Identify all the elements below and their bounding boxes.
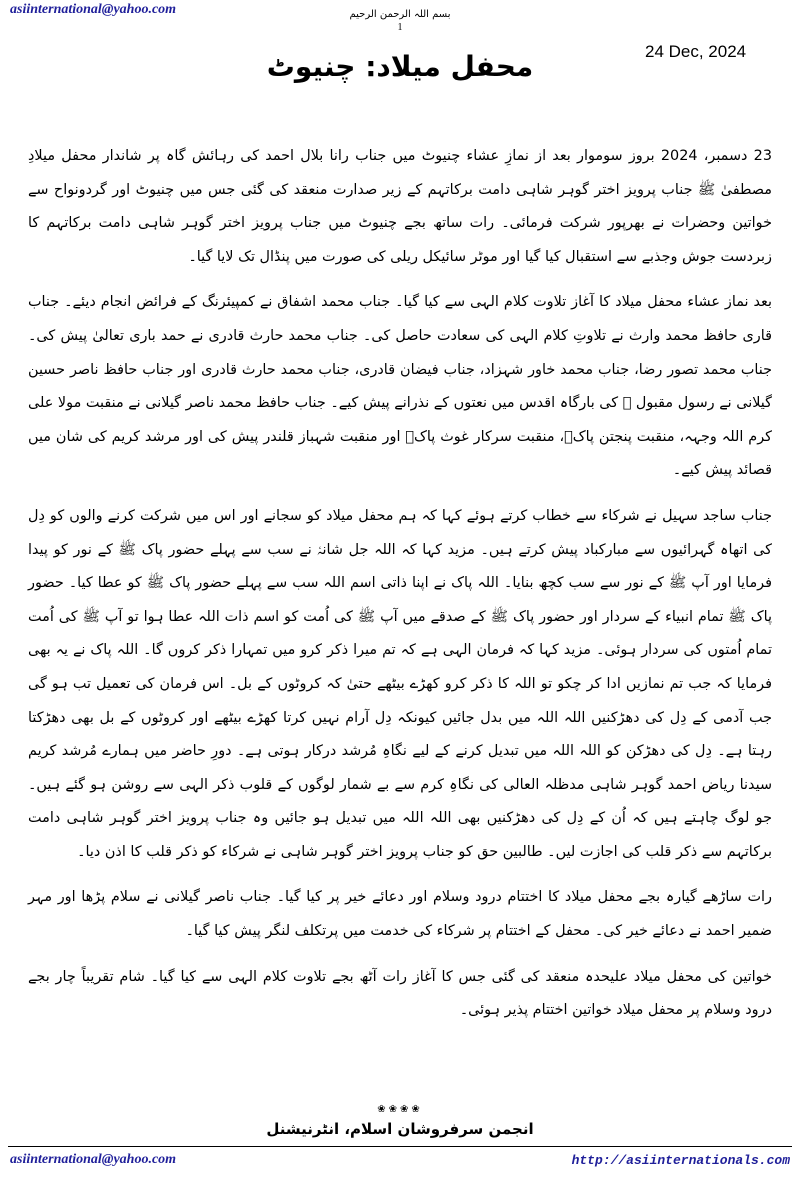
paragraph: خواتین کی محفل میلاد علیحدہ منعقد کی گئی جس کا آغاز رات آٹھ بجے تلاوت کلام الہی سے کیا گیا۔ شام تقریباً چار بجے درود وسلام پر محفل میلاد خواتین اختتام پذیر ہوئی۔ <box>28 968 772 1019</box>
organization-name: انجمن سرفروشان اسلام، انٹرنیشنل <box>266 1120 534 1138</box>
paragraph: بعد نماز عشاء محفل میلاد کا آغاز تلاوت کلام الہی سے کیا گیا۔ جناب محمد اشفاق نے کمپیئرنگ کے فرائض انجام دیئے۔ جناب قاری حافظ محمد وارث نے تلاوتِ کلام الہی کی سعادت حاصل کی۔ جناب محمد حارث قادری نے حمد باری تعالیٰ پیش کی۔ جناب محمد تصور رضا، جناب محمد خاور شہزاد، جناب فیضان قادری، جناب محمد حارث قادری اور جناب حافظ ناصر حسین گیلانی نے رسول مقبول ﷺ کی بارگاہ اقدس میں نعتوں کے نذرانے پیش کیے۔ جناب حافظ محمد ناصر گیلانی نے منقبت مولا علی کرم اللہ وجہہ، منقبت پنجتن پاکؑ، منقبت سرکار غوث پاکؒ اور منقبت شہباز قلندر پیش کی اور مرشد کریم کی شان میں قصائد پیش کیے۔ <box>28 294 772 479</box>
page-number: 1 <box>397 22 403 33</box>
paragraph: 23 دسمبر، 2024 بروز سوموار بعد از نمازِ عشاء چنیوٹ میں جناب رانا بلال احمد کی رہائش گاہ پر شاندار محفل میلادِ مصطفیٰ ﷺ جناب پرویز اختر گوہر شاہی دامت برکاتہم کے زیر صدارت منعقد کی گئی جس میں چنیوٹ اور گردونواح سے خواتین وحضرات نے بھرپور شرکت فرمائی۔ رات ساتھ بجے چنیوٹ میں جناب پرویز اختر گوہر شاہی دامت برکاتہم کا زبردست جوش وجذبے سے استقبال کیا گیا اور موٹر سائیکل ریلی کی صورت میں پنڈال تک لایا گیا۔ <box>28 148 772 265</box>
bismillah-heading: بسم اللہ الرحمن الرحیم <box>349 9 451 20</box>
paragraph: رات ساڑھے گیارہ بجے محفل میلاد کا اختتام درود وسلام اور دعائے خیر پر کیا گیا۔ جناب ناصر گیلانی نے سلام پڑھا اور مہر ضمیر احمد نے دعائے خیر کی۔ محفل کے اختتام پر شرکاء کی خدمت میں پرتکلف لنگر پیش کیا گیا۔ <box>28 889 772 940</box>
article-date: 24 Dec, 2024 <box>645 42 747 61</box>
footer-ornament: ❀❀❀❀ <box>377 1104 423 1115</box>
footer-email-link[interactable]: asiinternational@yahoo.com <box>10 1152 177 1167</box>
header-email-link[interactable]: asiinternational@yahoo.com <box>10 2 177 17</box>
paragraph: جناب ساجد سہیل نے شرکاء سے خطاب کرتے ہوئے کہا کہ ہم محفل میلاد کو سجانے اور اس میں شرکت کرنے والوں کو دِل کی اتھاہ گہرائیوں سے مبارکباد پیش کرتے ہیں۔ مزید کہا کہ اللہ جل شانہٗ نے سب سے پہلے حضور پاک ﷺ کے نور کو پیدا فرمایا اور آپ ﷺ کے نور سے سب کچھ بنایا۔ اللہ پاک نے اپنا ذاتی اسم اللہ سب سے پہلے حضور پاک ﷺ کو عطا کیا۔ حضور پاک ﷺ تمام انبیاء کے سردار اور حضور پاک ﷺ کے صدقے میں آپ ﷺ کی اُمت کو اسم ذات اللہ عطا ہوا تو آپ ﷺ کی اُمت تمام اُمتوں کی سردار ہوئی۔ مزید کہا کہ فرمان الہی ہے کہ تم میرا ذکر کرو میں تمہارا ذکر کروں گا۔ اللہ پاک نے یہ بھی فرمایا کہ جب تم نمازیں ادا کر چکو تو اللہ کا ذکر کرو کھڑے بیٹھے حتیٰ کہ کروٹوں کے بل۔ اس فرمان کی تعمیل تب ہو گی جب آدمی کے دِل کی دھڑکنیں اللہ اللہ میں بدل جائیں کیونکہ دِل آرام نہیں کرتا کھڑے بیٹھے اور کروٹوں کے بل بھی دھڑکتا رہتا ہے۔ دِل کی دھڑکن کو اللہ اللہ میں تبدیل کرنے کے لیے نگاہِ مُرشد درکار ہوتی ہے۔ دورِ حاضر میں ہمارے مُرشد کریم سیدنا ریاض احمد گوہر شاہی مدظلہ العالی کی نگاہِ کرم سے بے شمار لوگوں کے قلوب ذکر الہی سے روشن ہو گئے ہیں۔ جو لوگ چاہتے ہیں کہ اُن کے دِل کی دھڑکنیں بھی اللہ اللہ میں تبدیل ہو جائیں وہ جناب پرویز اختر گوہر شاہی دامت برکاتہم سے ذکر قلب کی اجازت لیں۔ طالبین حق کو جناب پرویز اختر گوہر شاہی نے شرکاء کو ذکر قلب کا اذن دیا۔ <box>28 507 772 860</box>
footer-divider <box>8 1146 792 1147</box>
page-title: محفل میلاد: چنیوٹ <box>266 50 534 83</box>
article-body <box>28 140 772 1040</box>
footer-website-link[interactable]: http://asiinternationals.com <box>571 1153 790 1168</box>
